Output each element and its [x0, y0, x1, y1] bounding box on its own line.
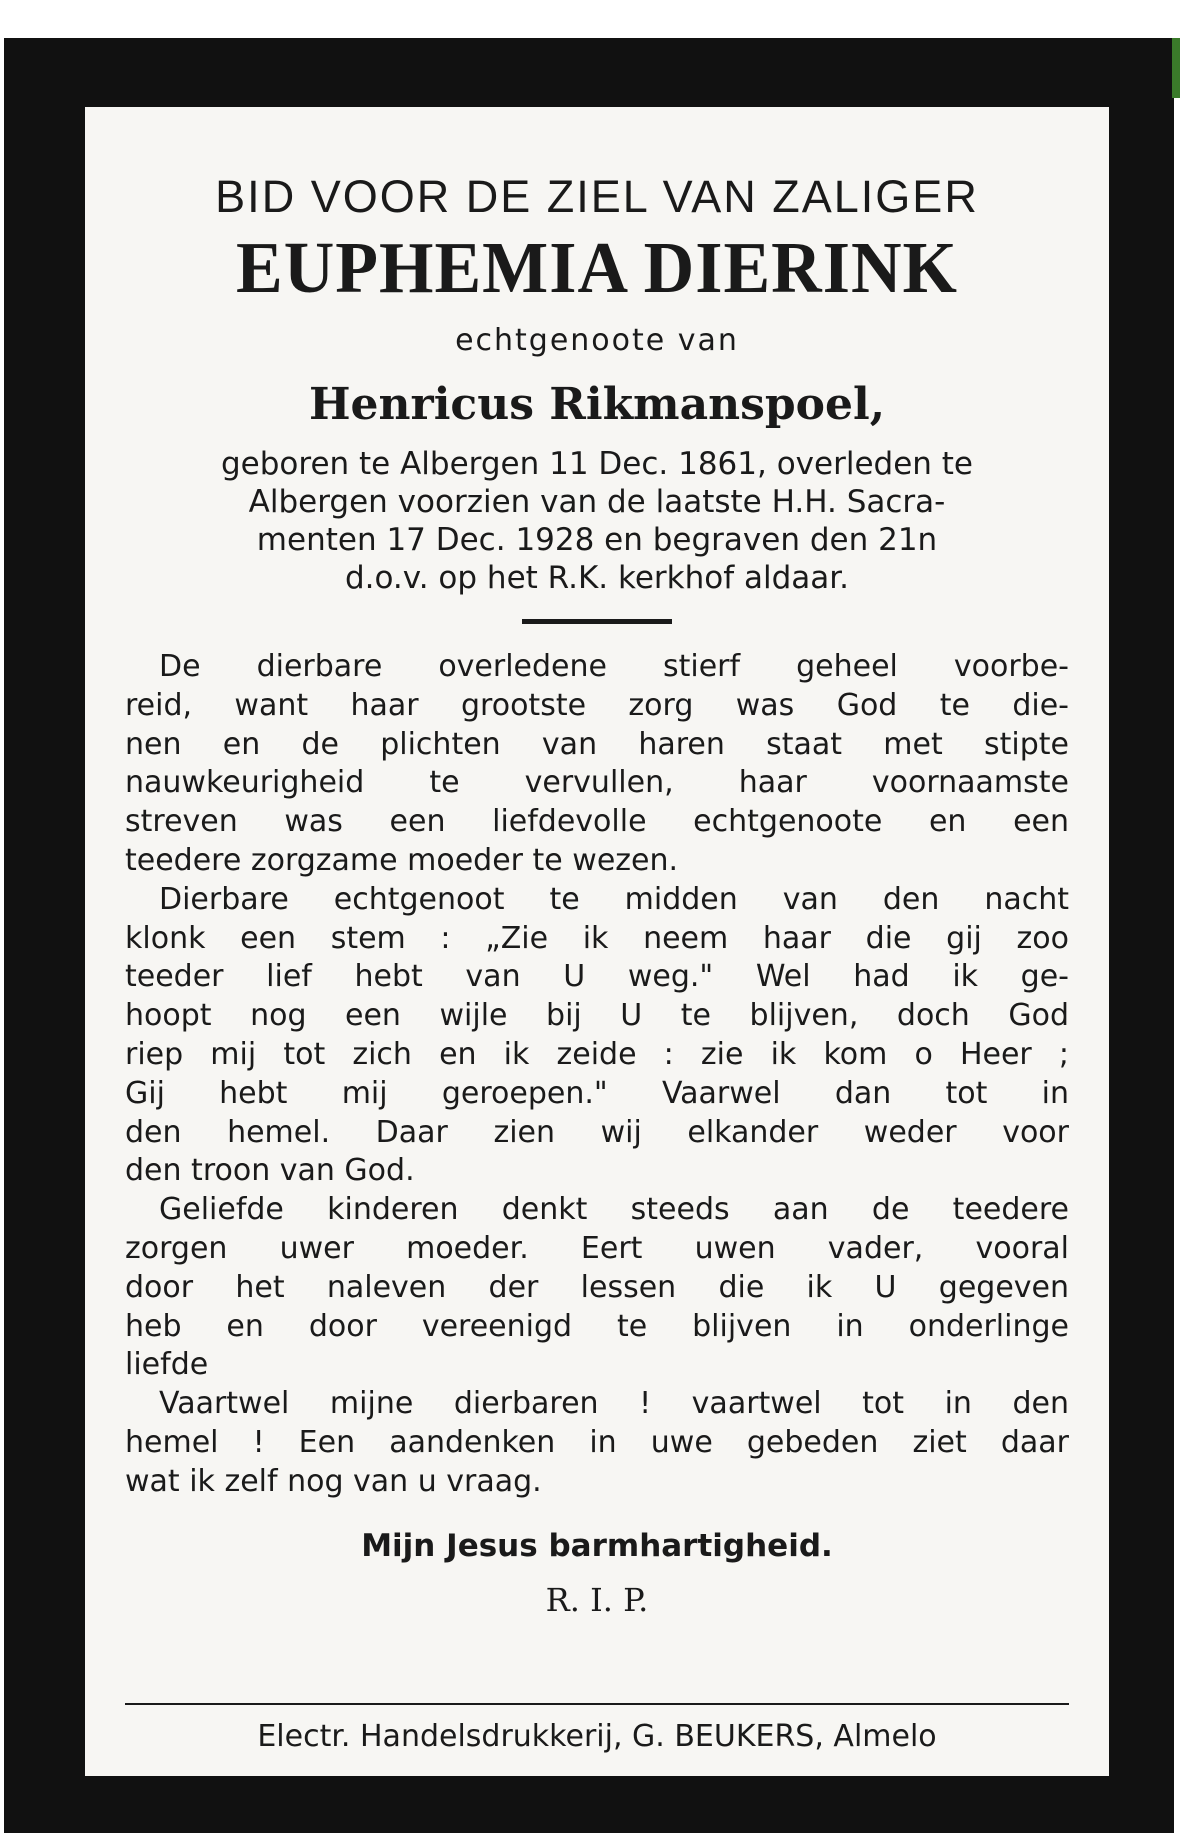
text-line: teedere zorgzame moeder te wezen.: [125, 842, 679, 878]
text-line: wat ik zelf nog van u vraag.: [125, 1463, 542, 1499]
text-line: nen en de plichten van haren staat met stipte: [125, 726, 1069, 762]
husband-name: Henricus Rikmanspoel,: [308, 379, 886, 430]
text-line: hoopt nog een wijle bij U te blijven, doch God: [125, 998, 1069, 1034]
text-line: streven was een liefdevolle echtgenoote en een: [125, 804, 1069, 840]
text-line: De dierbare overledene stierf geheel voorbe-: [159, 649, 1069, 684]
text-line: Dierbare echtgenoot te midden van den nacht: [159, 881, 1069, 917]
bio-line: Albergen voorzien van de laatste H.H. Sacra-: [248, 484, 946, 520]
card-content: [125, 167, 1069, 1622]
bio-line: menten 17 Dec. 1928 en begraven den 21n: [256, 522, 938, 558]
biography: [125, 445, 1069, 597]
text-line: nauwkeurigheid te vervullen, haar voornaamste: [125, 765, 1069, 801]
rip-text: R. I. P.: [545, 1580, 649, 1619]
prayer-heading: BID VOOR DE ZIEL VAN ZALIGER: [215, 171, 979, 222]
section-divider: [522, 619, 672, 624]
text-line: zorgen uwer moeder. Eert uwen vader, vooral: [125, 1230, 1069, 1266]
text-line: teeder lief hebt van U weg." Wel had ik ge-: [125, 959, 1069, 995]
paragraph-4: [125, 1385, 1069, 1501]
printer-credit: Electr. Handelsdrukkerij, G. BEUKERS, Almelo: [257, 1719, 937, 1754]
text-line: Geliefde kinderen denkt steeds aan de teedere: [159, 1192, 1069, 1228]
text-line: door het naleven der lessen die ik U gegeven: [125, 1269, 1069, 1305]
text-line: reid, want haar grootste zorg was God te die-: [125, 687, 1069, 723]
text-line: Vaartwel mijne dierbaren ! vaartwel tot in den: [159, 1386, 1069, 1422]
relation-text: echtgenoote van: [455, 323, 739, 358]
deceased-name: EUPHEMIA DIERINK: [236, 228, 958, 309]
text-line: Gij hebt mij geroepen." Vaarwel dan tot in: [125, 1075, 1069, 1111]
bio-line: geboren te Albergen 11 Dec. 1861, overleden te: [220, 446, 974, 482]
text-line: liefde: [125, 1347, 209, 1383]
footer-rule: [125, 1703, 1069, 1705]
text-line: den hemel. Daar zien wij elkander weder voor: [125, 1114, 1069, 1150]
memorial-card: [82, 104, 1112, 1779]
bio-line: d.o.v. op het R.K. kerkhof aldaar.: [344, 560, 850, 596]
paragraph-3: [125, 1191, 1069, 1385]
motto: Mijn Jesus barmhartigheid.: [361, 1527, 833, 1564]
text-line: riep mij tot zich en ik zeide : zie ik kom o Heer ;: [125, 1036, 1069, 1072]
text-line: hemel ! Een aandenken in uwe gebeden ziet daar: [125, 1424, 1069, 1460]
paragraph-1: [125, 648, 1069, 881]
paragraph-2: [125, 881, 1069, 1191]
text-line: heb en door vereenigd te blijven in onderlinge: [125, 1308, 1069, 1344]
text-line: den troon van God.: [125, 1153, 415, 1189]
text-line: klonk een stem : „Zie ik neem haar die gij zoo: [125, 920, 1069, 956]
